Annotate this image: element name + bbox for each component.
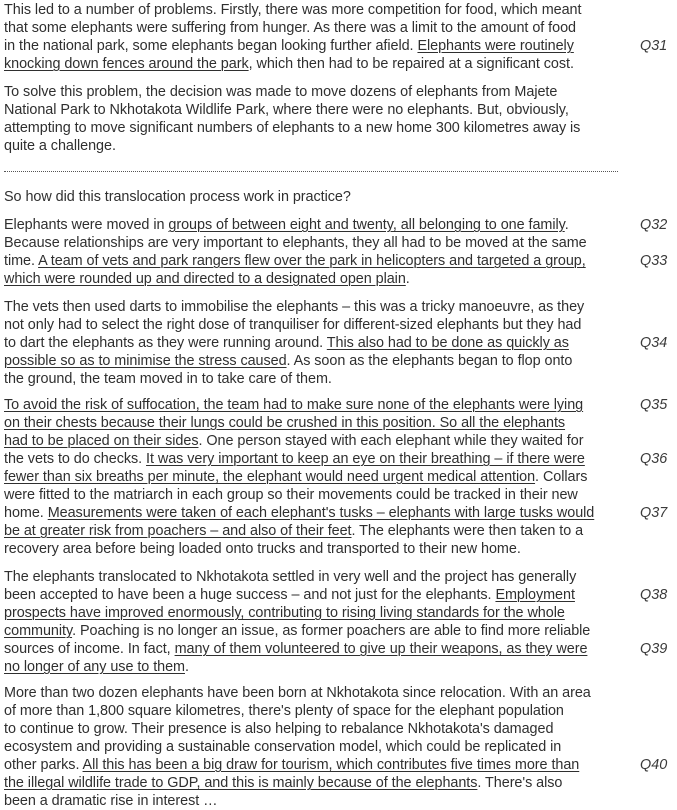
- text-line: [4, 702, 564, 720]
- text-line: [4, 298, 584, 316]
- text-run: .: [564, 217, 569, 233]
- text-line: [4, 252, 586, 270]
- text-line: [4, 658, 189, 676]
- text-run: . One person stayed with each elephant while they waited for: [198, 433, 584, 449]
- text-line: [4, 137, 116, 155]
- text-run: The vets then used darts to immobilise the elephants – this was a tricky manoeuvre, as they: [4, 299, 585, 315]
- question-label-q35: Q35: [640, 397, 668, 413]
- question-label-q33: Q33: [640, 253, 668, 269]
- text-line: [4, 370, 332, 388]
- text-run: Because relationships are very important to elephants, they all had to be moved at the same: [4, 235, 587, 251]
- text-run: National Park to Nkhotakota Wildlife Park, where there were no elephants. But, obviously,: [4, 102, 569, 118]
- text-line: [4, 468, 587, 486]
- text-run: of more than 1,800 square kilometres, there's plenty of space for the elephant population: [4, 703, 564, 719]
- text-line: [4, 738, 561, 756]
- text-line: [4, 756, 579, 774]
- paragraph-4: [4, 216, 630, 288]
- text-line: [4, 83, 557, 101]
- paragraph-8: [4, 684, 630, 810]
- underlined-text: groups of between eight and twenty, all belonging to one family: [168, 217, 565, 233]
- text-line: [4, 640, 587, 658]
- text-run: More than two dozen elephants have been born at Nkhotakota since relocation. With an area: [4, 685, 591, 701]
- paragraph-5: [4, 298, 630, 388]
- text-line: [4, 684, 591, 702]
- text-line: [4, 234, 587, 252]
- text-run: sources of income. In fact,: [4, 641, 175, 657]
- text-line: [4, 568, 576, 586]
- underlined-text: knocking down fences around the park: [4, 56, 249, 72]
- underlined-text: be at greater risk from poachers – and also of their feet: [4, 523, 352, 539]
- paragraph-7: [4, 568, 630, 676]
- text-line: [4, 188, 351, 206]
- text-run: to continue to grow. Their presence is also helping to rebalance Nkhotakota's damaged: [4, 721, 554, 737]
- underlined-text: the illegal wildlife trade to GDP, and this is mainly because of the elephants: [4, 775, 478, 791]
- text-line: [4, 432, 583, 450]
- text-line: [4, 622, 590, 640]
- text-run: Elephants were moved in: [4, 217, 169, 233]
- text-run: time.: [4, 253, 39, 269]
- underlined-text: prospects have improved enormously, contributing to rising living standards for the whole: [4, 605, 565, 621]
- underlined-text: community: [4, 623, 73, 639]
- text-run: This led to a number of problems. Firstly, there was more competition for food, which meant: [4, 2, 582, 18]
- text-run: .: [185, 659, 189, 675]
- text-run: not only had to select the right dose of tranquiliser for different-sized elephants but they had: [4, 317, 582, 333]
- text-line: [4, 540, 521, 558]
- underlined-text: on their chests because their lungs could be crushed in this position. So all the elephants: [4, 415, 566, 431]
- text-line: [4, 119, 580, 137]
- text-run: . There's also: [477, 775, 563, 791]
- text-line: [4, 352, 572, 370]
- question-label-q37: Q37: [640, 505, 668, 521]
- text-run: . Poaching is no longer an issue, as former poachers are able to find more reliable: [72, 623, 591, 639]
- dotted-divider: [4, 171, 618, 172]
- question-label-q36: Q36: [640, 451, 668, 467]
- underlined-text: had to be placed on their sides: [4, 433, 199, 449]
- paragraph-6: [4, 396, 630, 558]
- underlined-text: fewer than six breaths per minute, the elephant would need urgent medical attention: [4, 469, 536, 485]
- underlined-text: Employment: [495, 587, 575, 603]
- text-line: [4, 37, 574, 55]
- text-run: to dart the elephants as they were running around.: [4, 335, 327, 351]
- text-line: [4, 396, 583, 414]
- text-line: [4, 522, 583, 540]
- text-run: . Collars: [535, 469, 588, 485]
- text-run: the vets to do checks.: [4, 451, 147, 467]
- text-run: other parks.: [4, 757, 83, 773]
- text-run: , which then had to be repaired at a significant cost.: [248, 56, 574, 72]
- underlined-text: Measurements were taken of each elephant's tusks – elephants with large tusks would: [47, 505, 595, 521]
- text-run: in the national park, some elephants began looking further afield.: [4, 38, 418, 54]
- text-run: home.: [4, 505, 48, 521]
- text-run: been a dramatic rise in interest …: [4, 793, 218, 809]
- underlined-text: It was very important to keep an eye on their breathing – if there were: [146, 451, 585, 467]
- underlined-text: Elephants were routinely: [417, 38, 574, 54]
- text-line: [4, 792, 217, 810]
- text-line: [4, 270, 410, 288]
- text-line: [4, 55, 574, 73]
- text-run: the ground, the team moved in to take care of them.: [4, 371, 332, 387]
- text-run: . As soon as the elephants began to flop onto: [286, 353, 573, 369]
- question-label-q31: Q31: [640, 38, 668, 54]
- question-label-q34: Q34: [640, 335, 668, 351]
- underlined-text: A team of vets and park rangers flew over the park in helicopters and targeted a group,: [38, 253, 586, 269]
- question-label-q32: Q32: [640, 217, 668, 233]
- underlined-text: which were rounded up and directed to a designated open plain: [4, 271, 406, 287]
- text-run: The elephants translocated to Nkhotakota settled in very well and the project has generally: [4, 569, 577, 585]
- underlined-text: no longer of any use to them: [4, 659, 185, 675]
- text-line: [4, 101, 569, 119]
- text-run: To solve this problem, the decision was made to move dozens of elephants from Majete: [4, 84, 558, 100]
- text-line: [4, 316, 581, 334]
- text-run: . The elephants were then taken to a: [351, 523, 584, 539]
- text-line: [4, 486, 578, 504]
- text-line: [4, 604, 565, 622]
- text-run: ecosystem and providing a sustainable conservation model, which could be replicated in: [4, 739, 562, 755]
- underlined-text: All this has been a big draw for tourism, which contributes five times more than: [82, 757, 580, 773]
- paragraph-1: [4, 1, 630, 73]
- paragraph-3: [4, 188, 630, 206]
- underlined-text: To avoid the risk of suffocation, the team had to make sure none of the elephants were lying: [4, 397, 584, 413]
- underlined-text: many of them volunteered to give up their weapons, as they were: [174, 641, 588, 657]
- text-line: [4, 450, 585, 468]
- text-line: [4, 586, 575, 604]
- text-run: were fitted to the matriarch in each group so their movements could be tracked in their new: [4, 487, 578, 503]
- text-run: that some elephants were suffering from hunger. As there was a limit to the amount of food: [4, 20, 576, 36]
- text-line: [4, 334, 569, 352]
- text-run: recovery area before being loaded onto trucks and transported to their new home.: [4, 541, 521, 557]
- underlined-text: possible so as to minimise the stress caused: [4, 353, 287, 369]
- question-label-q39: Q39: [640, 641, 668, 657]
- text-run: .: [405, 271, 410, 287]
- question-label-q40: Q40: [640, 757, 668, 773]
- text-line: [4, 774, 562, 792]
- text-line: [4, 720, 553, 738]
- text-line: [4, 414, 565, 432]
- question-label-q38: Q38: [640, 587, 668, 603]
- text-line: [4, 1, 581, 19]
- underlined-text: This also had to be done as quickly as: [326, 335, 569, 351]
- text-line: [4, 216, 569, 234]
- text-run: attempting to move significant numbers of elephants to a new home 300 kilometres away is: [4, 120, 581, 136]
- text-line: [4, 504, 594, 522]
- paragraph-2: [4, 83, 630, 155]
- text-run: quite a challenge.: [4, 138, 116, 154]
- text-run: So how did this translocation process work in practice?: [4, 189, 351, 205]
- text-line: [4, 19, 576, 37]
- text-run: been accepted to have been a huge success – and not just for the elephants.: [4, 587, 496, 603]
